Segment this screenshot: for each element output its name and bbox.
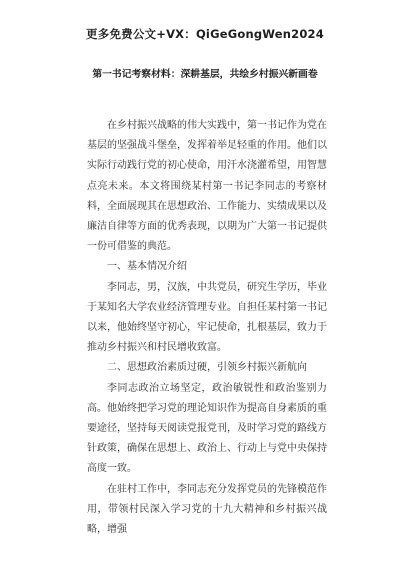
basic-info-paragraph: 李同志，男，汉族，中共党员，研究生学历，毕业于某知名大学农业经济管理专业。自担任某村第一书记以来，他始终坚守初心，牢记使命，扎根基层，致力于推动乡村振兴和村民增收致富。 [87,281,327,354]
watermark-header: 更多免费公文+VX：QiGeGongWen2024 [86,27,324,41]
intro-paragraph: 在乡村振兴战略的伟大实践中，第一书记作为党在基层的坚强战斗堡垒，发挥着举足轻重的作用。他们以实际行动践行党的初心使命，用汗水浇灌希望，用智慧点亮未来。本文将围绕某村第一书记李同志的考察材料，全面展现其在思想政治、工作能力、实绩成果以及廉洁自律等方面的优秀表现，以期为广大第一书记提供一份可借鉴的典范。 [87,120,327,253]
village-work-paragraph: 在驻村工作中，李同志充分发挥党员的先锋模范作用，带领村民深入学习党的十九大精神和乡村振兴战略，增强 [87,483,327,536]
section-heading-basic-info: 一、基本情况介绍 [107,261,187,273]
document-body [87,116,327,540]
section-heading-political-quality: 二、思想政治素质过硬，引领乡村振兴新航向 [107,362,307,374]
political-quality-paragraph: 李同志政治立场坚定，政治敏锐性和政治鉴别力高。他始终把学习党的理论知识作为提高自身素质的重要途径，坚持每天阅读党报党刊，及时学习党的路线方针政策，确保在思想上、政治上、行动上与党中央保持高度一致。 [87,382,327,475]
document-title: 第一书记考察材料：深耕基层，共绘乡村振兴新画卷 [92,69,318,80]
